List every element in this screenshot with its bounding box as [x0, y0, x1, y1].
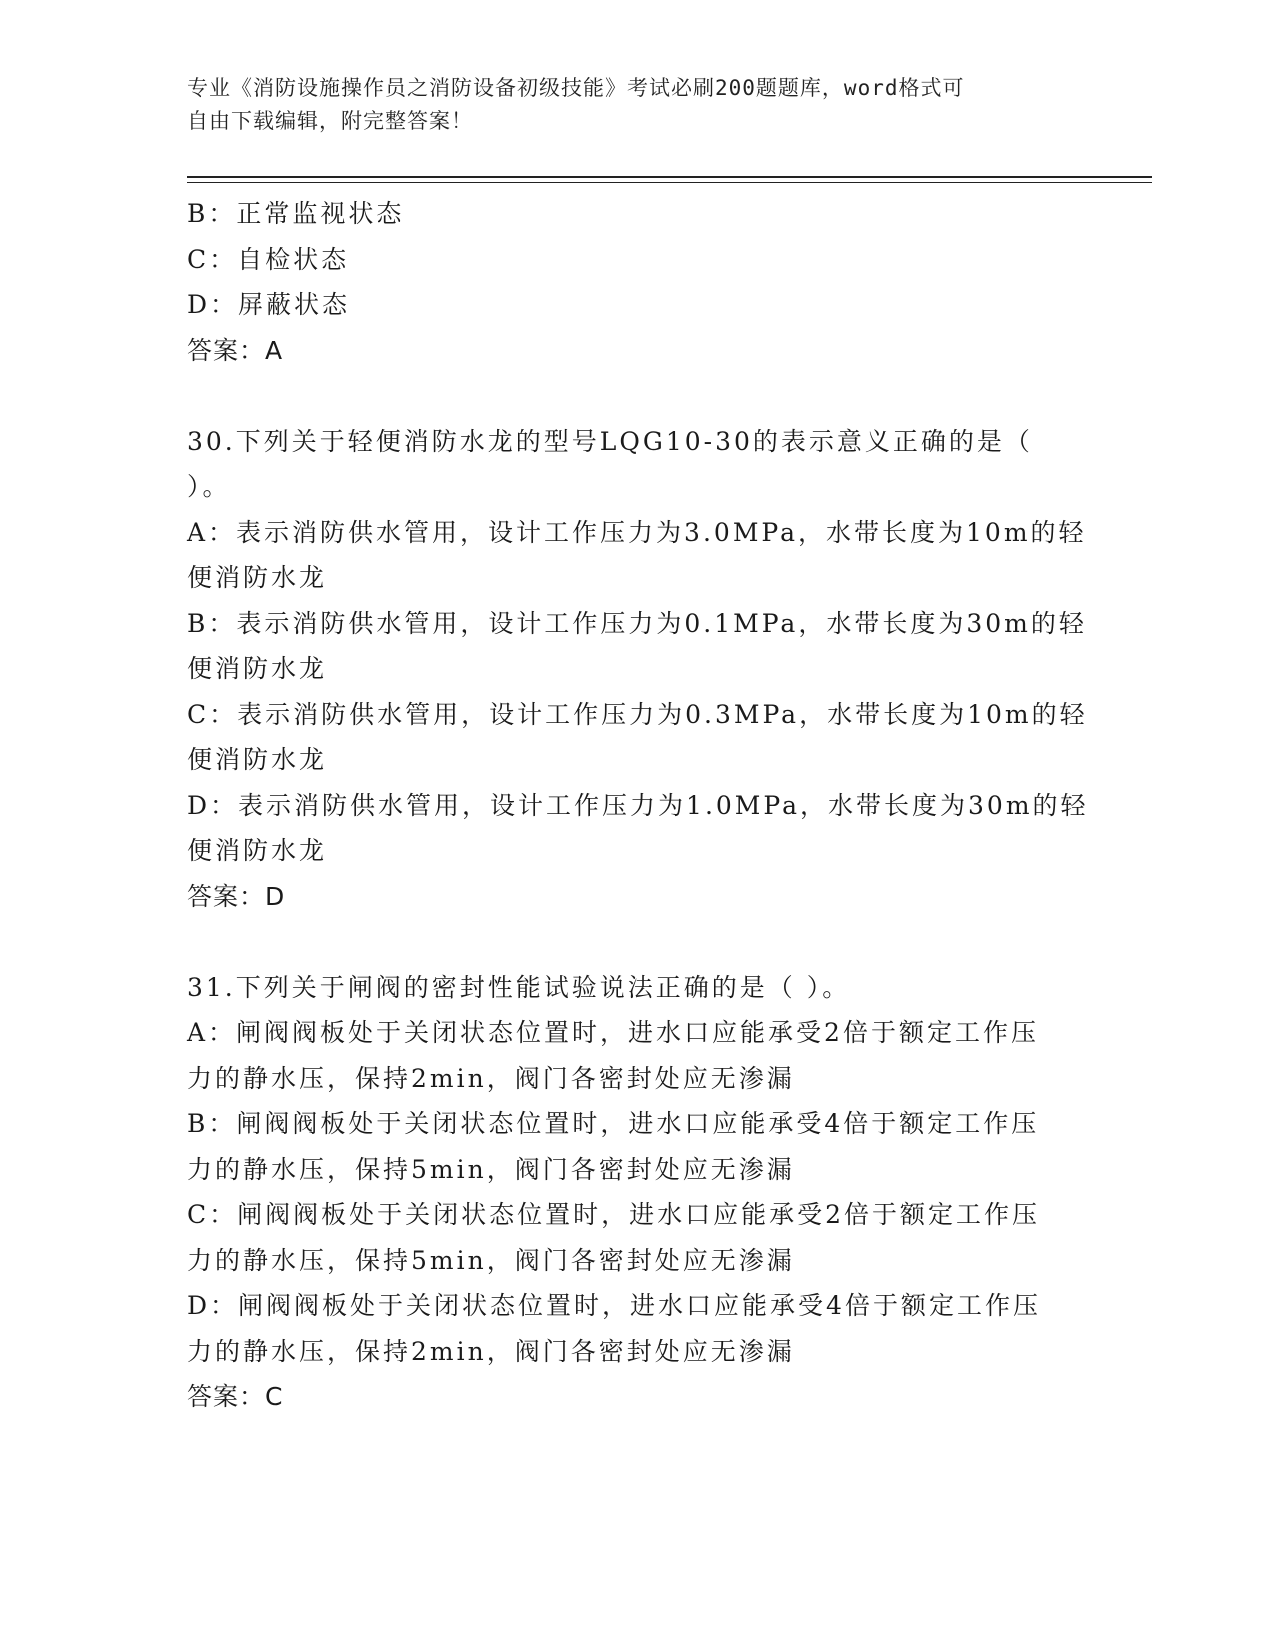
q30-option-b-line-1: B：表示消防供水管用，设计工作压力为0.1MPa，水带长度为30m的轻	[187, 608, 1087, 638]
q29-option-b: B：正常监视状态	[187, 199, 405, 228]
page-header	[187, 72, 1067, 138]
q31-option-d-line-1: D：闸阀阀板处于关闭状态位置时，进水口应能承受4倍于额定工作压	[187, 1291, 1041, 1320]
question-29	[187, 191, 1087, 373]
q30-stem-line-2: ）。	[187, 472, 231, 501]
q31-option-d-line-2: 力的静水压，保持2min，阀门各密封处应无渗漏	[187, 1336, 795, 1366]
question-content	[187, 191, 1087, 1420]
q31-stem: 31.下列关于闸阀的密封性能试验说法正确的是（ ）。	[187, 972, 851, 1002]
header-line-2: 自由下载编辑，附完整答案！	[187, 109, 473, 133]
header-divider-thick	[187, 176, 1152, 178]
q30-option-a-line-2: 便消防水龙	[187, 563, 328, 592]
q31-answer: 答案：C	[187, 1382, 284, 1411]
q30-option-c-line-2: 便消防水龙	[187, 745, 328, 774]
q31-option-a-line-2: 力的静水压，保持2min，阀门各密封处应无渗漏	[187, 1063, 795, 1093]
q30-stem-line-1: 30.下列关于轻便消防水龙的型号LQG10-30的表示意义正确的是（	[187, 426, 1033, 456]
q29-answer: 答案：A	[187, 335, 284, 365]
question-31	[187, 965, 1087, 1420]
q29-option-d: D：屏蔽状态	[187, 290, 351, 319]
q31-option-c-line-2: 力的静水压，保持5min，阀门各密封处应无渗漏	[187, 1245, 795, 1275]
spacer	[187, 919, 1087, 965]
q31-option-c-line-1: C：闸阀阀板处于关闭状态位置时，进水口应能承受2倍于额定工作压	[187, 1200, 1041, 1229]
q30-option-c-line-1: C：表示消防供水管用，设计工作压力为0.3MPa，水带长度为10m的轻	[187, 699, 1088, 729]
q30-option-a-line-1: A：表示消防供水管用，设计工作压力为3.0MPa，水带长度为10m的轻	[187, 517, 1087, 547]
q30-option-d-line-2: 便消防水龙	[187, 836, 328, 865]
header-divider-thin	[187, 182, 1152, 183]
q30-answer: 答案：D	[187, 881, 286, 911]
q30-option-b-line-2: 便消防水龙	[187, 654, 328, 683]
question-30	[187, 419, 1087, 920]
q31-option-b-line-2: 力的静水压，保持5min，阀门各密封处应无渗漏	[187, 1154, 795, 1184]
q30-option-d-line-1: D：表示消防供水管用，设计工作压力为1.0MPa，水带长度为30m的轻	[187, 790, 1089, 820]
header-line-1: 专业《消防设施操作员之消防设备初级技能》考试必刷200题题库，word格式可	[187, 76, 965, 100]
q31-option-b-line-1: B：闸阀阀板处于关闭状态位置时，进水口应能承受4倍于额定工作压	[187, 1109, 1040, 1138]
spacer	[187, 373, 1087, 419]
q31-option-a-line-1: A：闸阀阀板处于关闭状态位置时，进水口应能承受2倍于额定工作压	[187, 1018, 1039, 1047]
q29-option-c: C：自检状态	[187, 244, 350, 274]
